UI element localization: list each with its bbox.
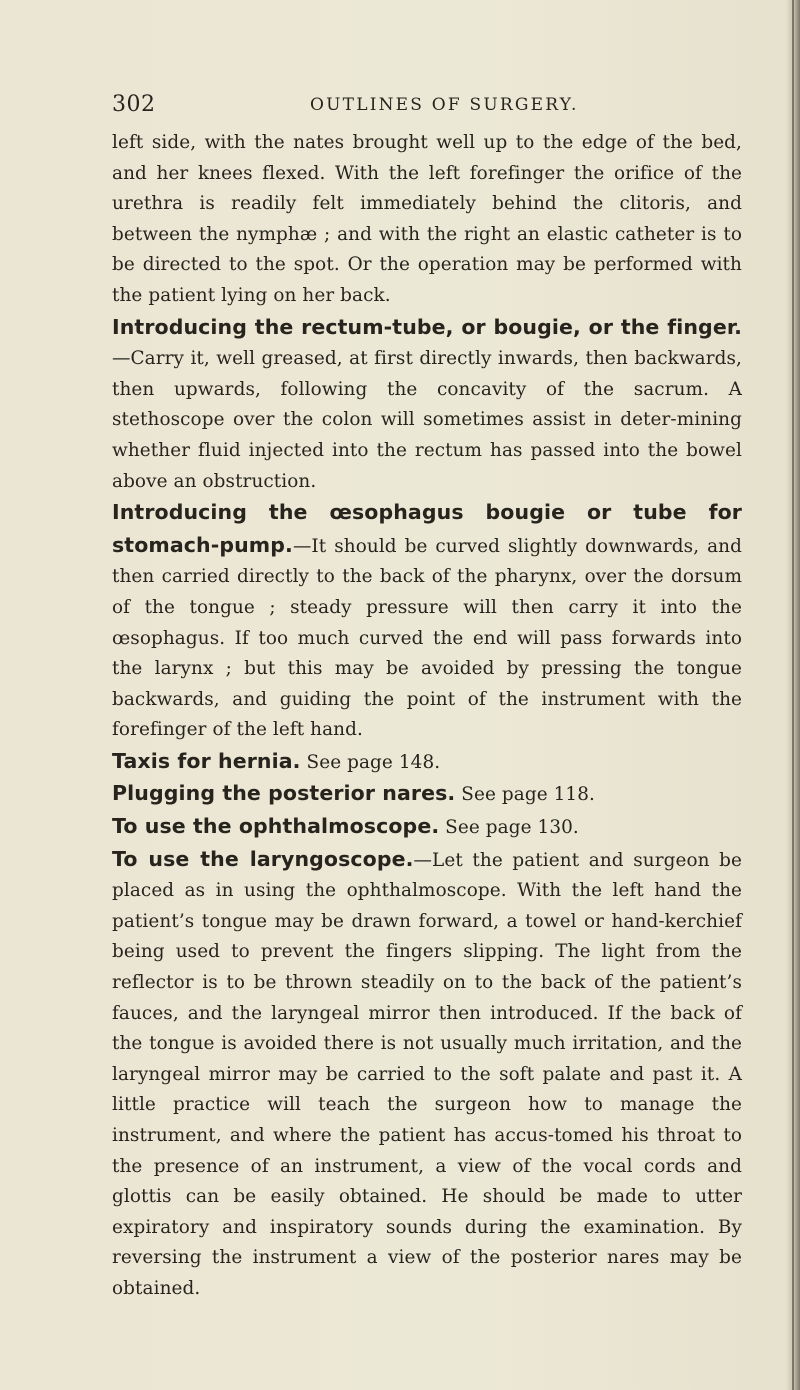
paragraph-oesophagus-bougie [112,497,742,746]
section-heading-posterior-nares: Plugging the posterior nares. [112,781,456,806]
paragraph-rectum-tube [112,312,742,498]
page-reference: See page 148. [300,751,441,773]
paragraph-text: —It should be curved slightly downwards, and then carried directly to the back of the pharynx, over the dorsum of the tongue ; steady pressure will then carry it into the œsophagus. If too much curved the end will pass forwards into the larynx ; but this may be avoided by pressing the tongue backwards, and guiding the point of the instrument with the forefinger of the left hand. [112,535,742,741]
page-edge-line [792,0,794,1390]
paragraph-continuation [112,128,742,312]
paragraph-text: —Carry it, well greased, at first directly inwards, then backwards, then upwards, following the concavity of the sacrum. A stethoscope over the colon will sometimes assist in deter-mining whether fluid injected into the rectum has passed into the bowel above an obstruction. [112,348,742,492]
paragraph-text: left side, with the nates brought well up to the edge of the bed, and her knees flexed. With the left forefinger the orifice of the urethra is readily felt immediately behind the clitoris, and between the nymphæ ; and with the right an elastic catheter is to be directed to the spot. Or the operation may be performed with the patient lying on her back. [112,132,742,306]
page-reference: See page 118. [455,784,595,806]
section-heading-ophthalmoscope: To use the ophthalmoscope. [112,814,440,839]
page-header [112,92,712,122]
paragraph-ophthalmoscope [112,811,742,844]
section-heading-taxis-hernia: Taxis for hernia. [112,748,301,773]
paragraph-text: —Let the patient and surgeon be placed as in using the ophthalmoscope. With the left hand the patient’s tongue may be drawn forward, a towel or hand-kerchief being used to prevent the fingers slipping. The light from the reflector is to be thrown steadily on to the back of the patient’s fauces, and the laryngeal mirror then introduced. If the back of the tongue is avoided there is not usually much irritation, and the laryngeal mirror may be carried to the soft palate and past it. A little practice will teach the surgeon how to manage the instrument, and where the patient has accus-tomed his throat to the presence of an instrument, a view of the vocal cords and glottis can be easily obtained. He should be made to utter expiratory and inspiratory sounds during the examination. By reversing the instrument a view of the posterior nares may be obtained. [112,849,742,1299]
page-reference: See page 130. [439,817,579,839]
section-heading-laryngoscope: To use the laryngoscope. [112,846,414,871]
page-number: 302 [112,92,156,117]
paragraph-posterior-nares [112,778,742,811]
body-text [112,128,742,1305]
paragraph-laryngoscope [112,844,742,1305]
paragraph-taxis-hernia [112,746,742,779]
section-heading-rectum-tube: Introducing the rectum-tube, or bougie, or the finger. [112,314,742,339]
section-heading-oesophagus-bougie: Introducing the œsophagus bougie or tube for stomach-pump. [112,500,742,557]
running-title: OUTLINES OF SURGERY. [310,95,579,115]
